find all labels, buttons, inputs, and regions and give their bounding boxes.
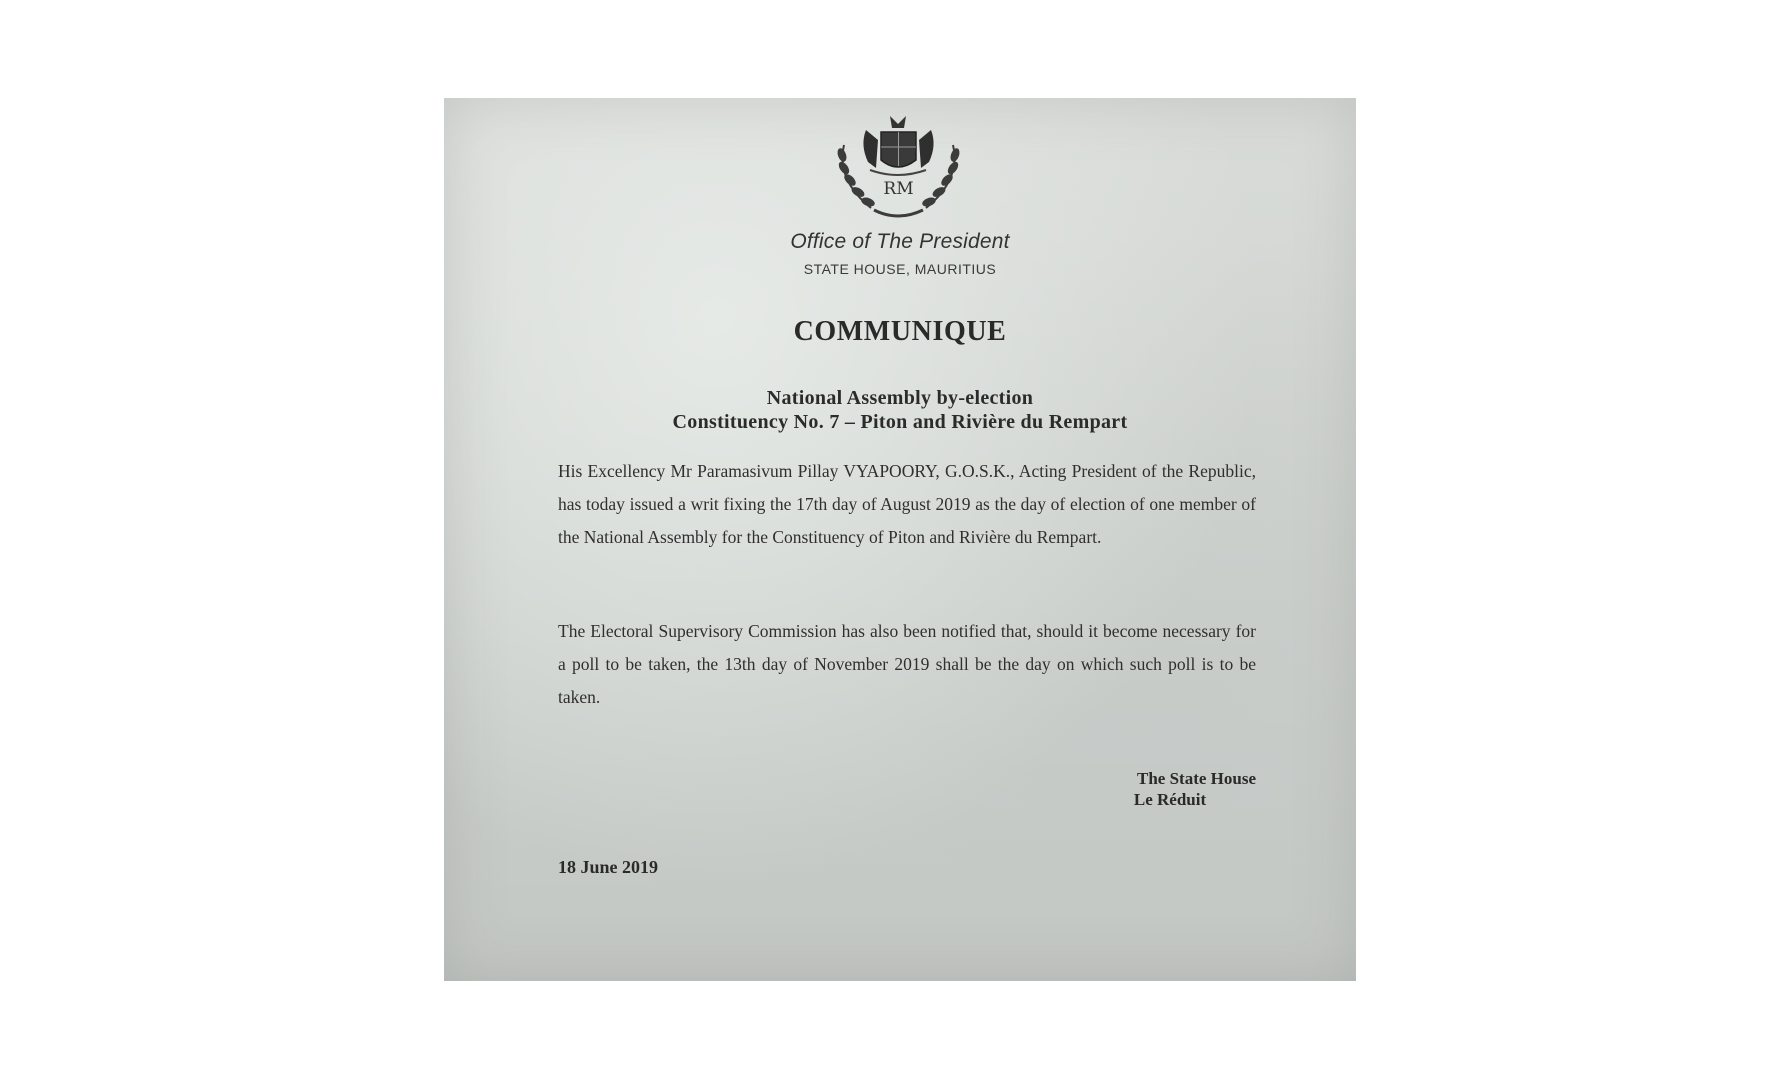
document-date: 18 June 2019 — [558, 857, 659, 877]
document-heading: COMMUNIQUE — [793, 316, 1007, 347]
body-paragraph-1: His Excellency Mr Paramasivum Pillay VYAPOORY, G.O.S.K., Acting President of the Republic, has today issued a writ fixing the 17th day of August 2019 as the day of election of one member of the National Assembly for the Constituency of Piton and Rivière du Rempart. — [558, 461, 1256, 547]
signature-line-2: Le Réduit — [1133, 790, 1207, 809]
coat-of-arms-emblem — [826, 110, 971, 220]
subject-heading — [444, 386, 1356, 434]
crest-monogram: RM — [883, 179, 914, 199]
office-title: Office of The President — [790, 230, 1010, 253]
signature-block — [1044, 768, 1256, 810]
communique-document — [444, 98, 1356, 981]
office-subtitle: STATE HOUSE, MAURITIUS — [803, 261, 997, 277]
signature-line-1: The State House — [1137, 769, 1256, 788]
subject-line-1: National Assembly by-election — [766, 387, 1034, 409]
subject-line-2: Constituency No. 7 – Piton and Rivière du Rempart — [672, 411, 1128, 433]
body-paragraph-2: The Electoral Supervisory Commission has also been notified that, should it become necessary for a poll to be taken, the 13th day of November 2019 shall be the day on which such poll is to be taken. — [558, 621, 1256, 707]
